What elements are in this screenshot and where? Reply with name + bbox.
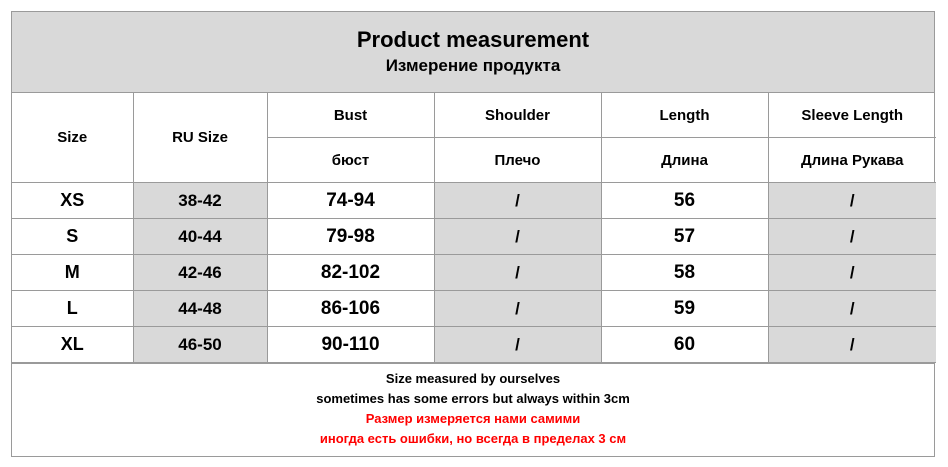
cell-length: 57 [601, 219, 768, 255]
header-ru-size: RU Size [133, 93, 267, 183]
cell-ru-size: 46-50 [133, 327, 267, 363]
cell-ru-size: 40-44 [133, 219, 267, 255]
cell-shoulder: / [434, 219, 601, 255]
note-russian-1: Размер измеряется нами самими [365, 411, 581, 426]
note-english-1: Size measured by ourselves [385, 371, 561, 386]
cell-ru-size: 44-48 [133, 291, 267, 327]
title-block [12, 12, 934, 93]
cell-size: XS [12, 183, 133, 219]
measurement-table [12, 93, 936, 363]
header-sleeve-ru: Длина Рукава [768, 138, 936, 183]
cell-size: L [12, 291, 133, 327]
table-row [12, 291, 936, 327]
header-shoulder-en: Shoulder [434, 93, 601, 138]
cell-sleeve: / [768, 219, 936, 255]
title-english: Product measurement [356, 27, 590, 52]
cell-shoulder: / [434, 291, 601, 327]
note-russian-2: иногда есть ошибки, но всегда в пределах 3 см [319, 431, 627, 446]
table-row [12, 327, 936, 363]
cell-shoulder: / [434, 183, 601, 219]
table-row [12, 255, 936, 291]
cell-ru-size: 38-42 [133, 183, 267, 219]
header-length-en: Length [601, 93, 768, 138]
cell-sleeve: / [768, 327, 936, 363]
cell-length: 58 [601, 255, 768, 291]
header-bust-ru: бюст [267, 138, 434, 183]
header-sleeve-en: Sleeve Length [768, 93, 936, 138]
cell-length: 56 [601, 183, 768, 219]
cell-length: 60 [601, 327, 768, 363]
cell-bust: 90-110 [267, 327, 434, 363]
cell-shoulder: / [434, 327, 601, 363]
cell-length: 59 [601, 291, 768, 327]
cell-ru-size: 42-46 [133, 255, 267, 291]
cell-size: S [12, 219, 133, 255]
cell-sleeve: / [768, 183, 936, 219]
title-russian: Измерение продукта [385, 56, 561, 75]
header-row [12, 93, 936, 138]
header-bust-en: Bust [267, 93, 434, 138]
cell-shoulder: / [434, 255, 601, 291]
cell-size: XL [12, 327, 133, 363]
cell-sleeve: / [768, 291, 936, 327]
cell-sleeve: / [768, 255, 936, 291]
note-english-2: sometimes has some errors but always within 3cm [316, 391, 630, 406]
header-size: Size [12, 93, 133, 183]
cell-bust: 86-106 [267, 291, 434, 327]
size-chart [11, 11, 935, 457]
cell-bust: 79-98 [267, 219, 434, 255]
header-length-ru: Длина [601, 138, 768, 183]
table-row [12, 183, 936, 219]
cell-size: M [12, 255, 133, 291]
table-row [12, 219, 936, 255]
cell-bust: 82-102 [267, 255, 434, 291]
header-shoulder-ru: Плечо [434, 138, 601, 183]
cell-bust: 74-94 [267, 183, 434, 219]
measurement-notes [12, 363, 934, 454]
